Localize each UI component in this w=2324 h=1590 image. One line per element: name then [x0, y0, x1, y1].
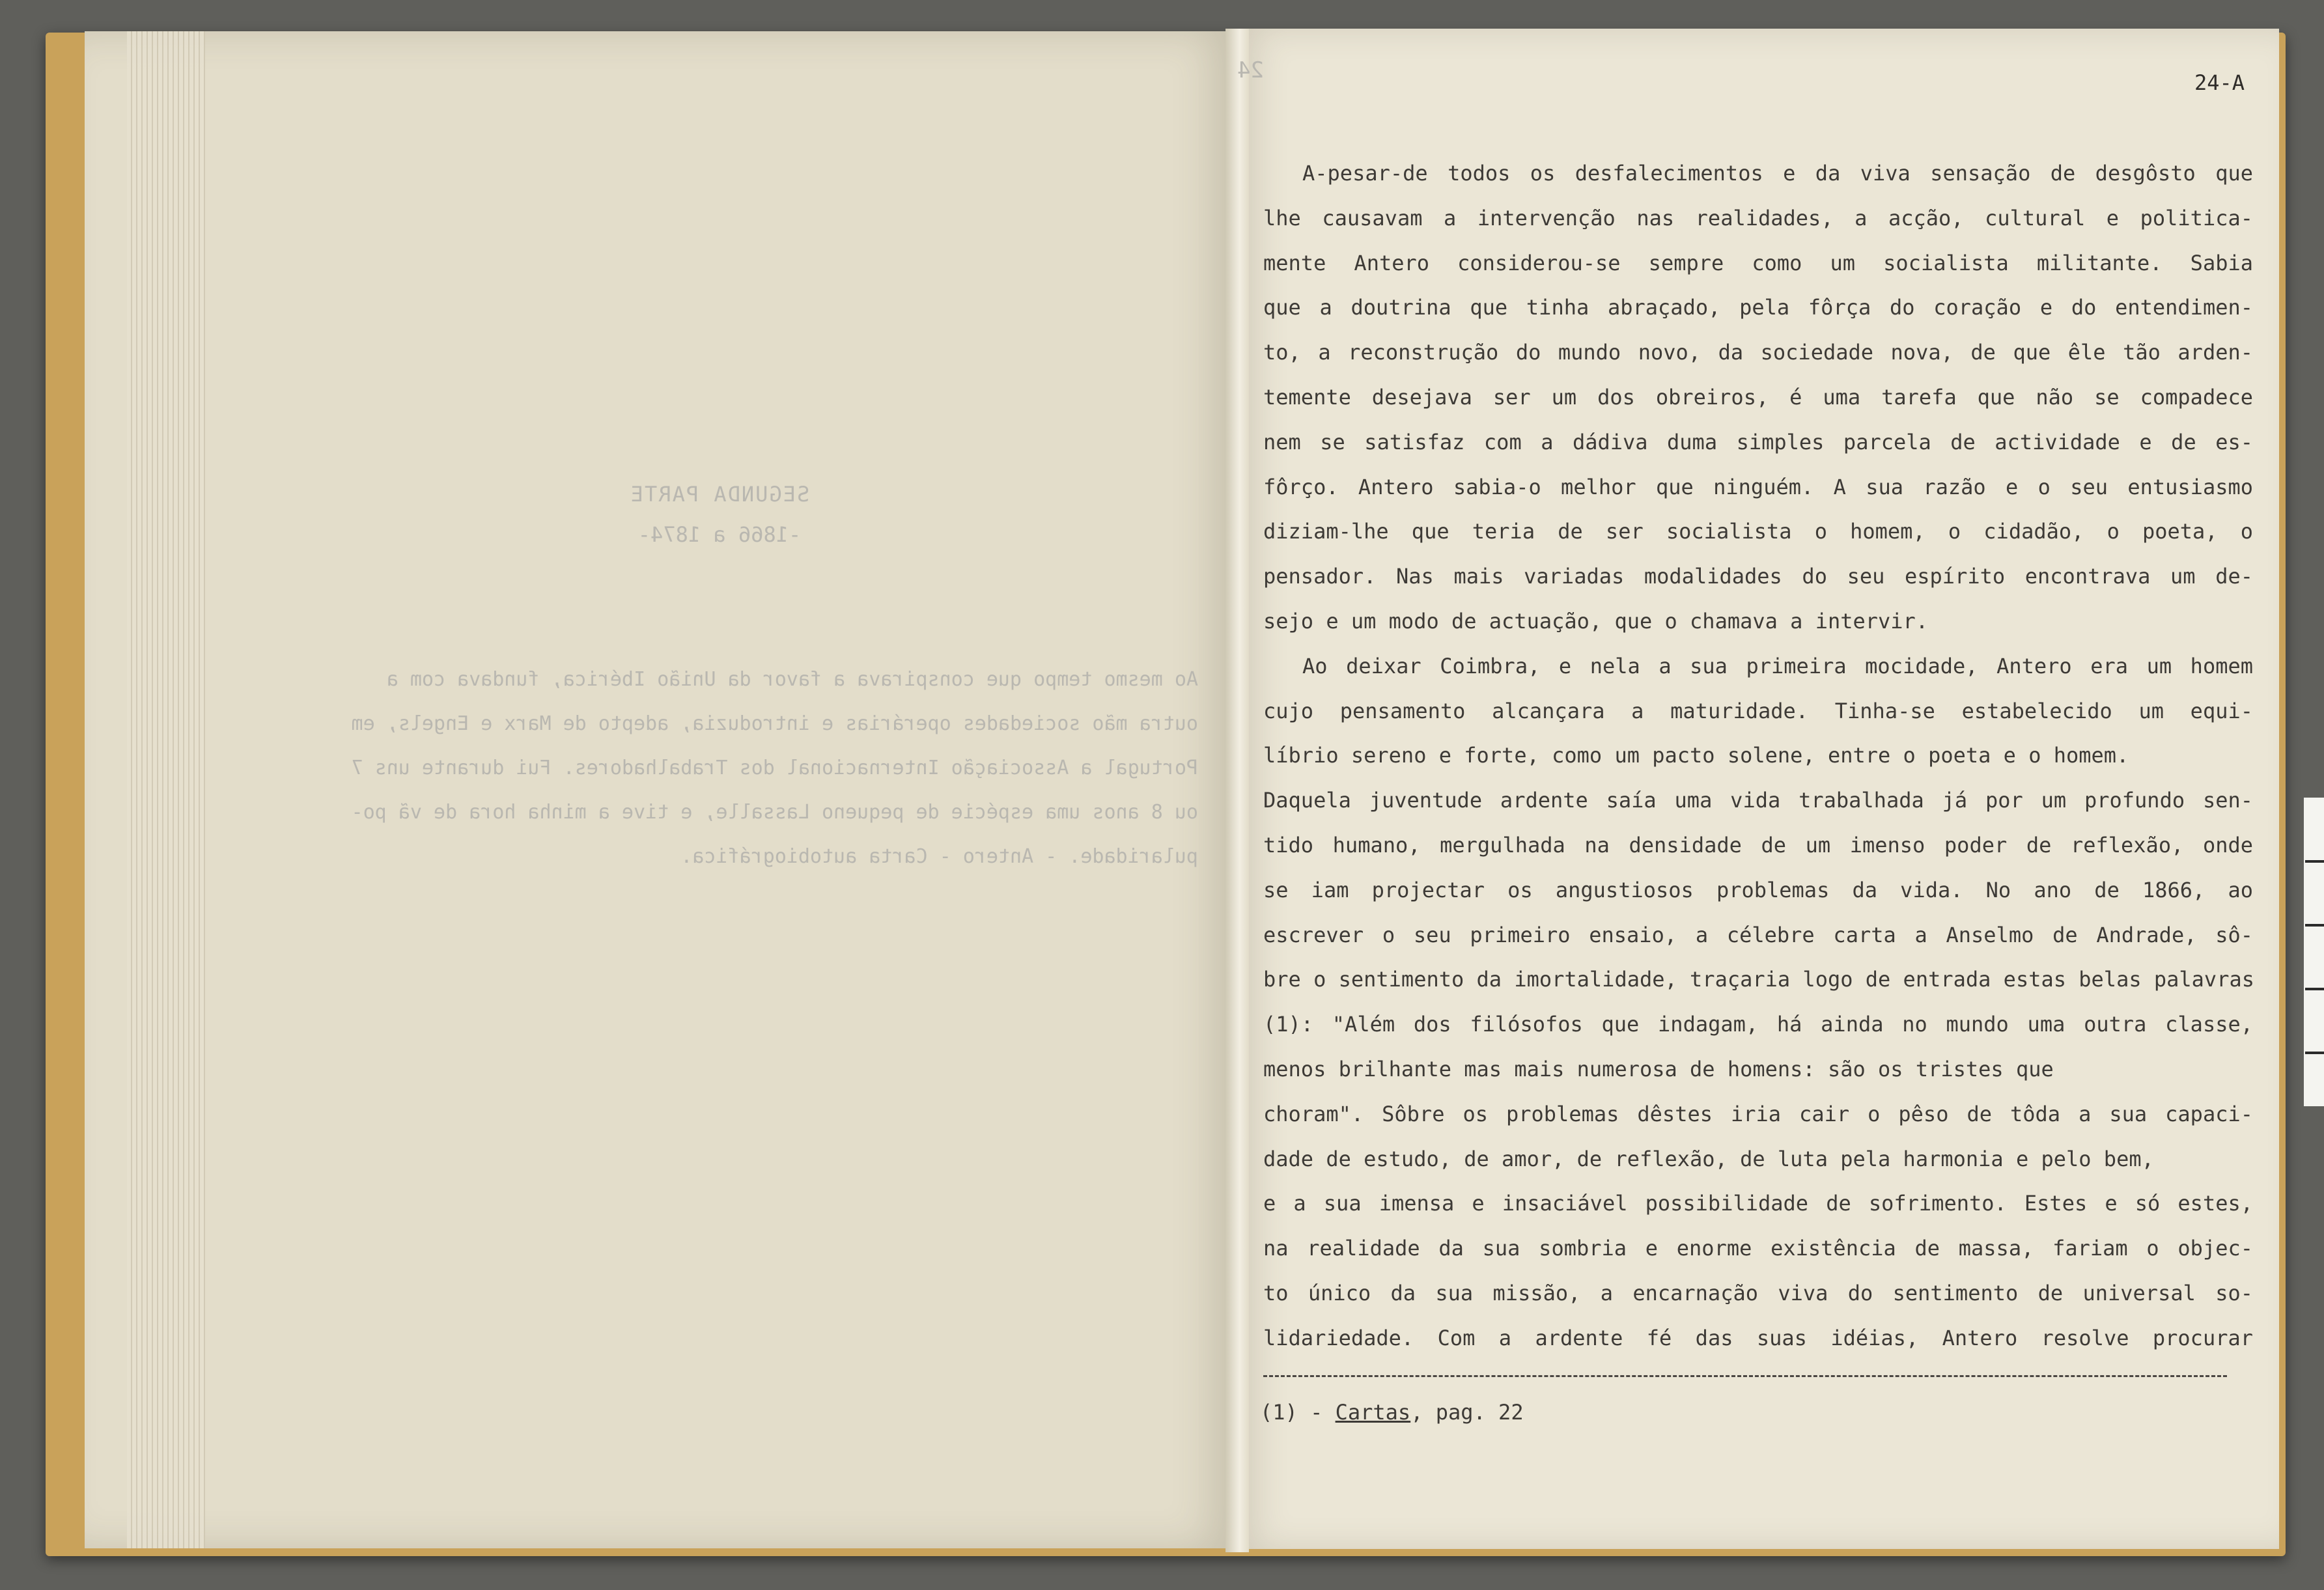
text-line: lidariedade. Com a ardente fé das suas idéias, Antero resolve procurar: [1263, 1325, 2253, 1350]
text-line: na realidade da sua sombria e enorme existência de massa, fariam o objec-: [1263, 1236, 2253, 1261]
bleed-line: ou 8 anos uma espécie de pequeno Lassalle, e tive a minha hora de vã po-: [351, 801, 1198, 824]
text-line: A-pesar-de todos os desfalecimentos e da viva sensação de desgôsto que: [1302, 161, 2253, 186]
page-edges: [127, 31, 205, 1548]
bleed-page-number: 24: [1237, 57, 1264, 83]
text-line: bre o sentimento da imortalidade, traçaria logo de entrada estas belas palavras: [1263, 967, 2254, 992]
text-line: fôrço. Antero sabia-o melhor que ninguém. A sua razão e o seu entusiasmo: [1263, 474, 2253, 499]
text-line: tido humano, mergulhada na densidade de um imenso poder de reflexão, onde: [1263, 832, 2253, 858]
text-line: se iam projectar os angustiosos problemas da vida. No ano de 1866, ao: [1263, 877, 2253, 902]
text-line: líbrio sereno e forte, como um pacto solene, entre o poeta e o homem.: [1263, 743, 2129, 768]
text-line: que a doutrina que tinha abraçado, pela fôrça do coração e do entendimen-: [1263, 295, 2253, 320]
text-line: Ao deixar Coimbra, e nela a sua primeira mocidade, Antero era um homem: [1302, 653, 2253, 678]
text-line: lhe causavam a intervenção nas realidades, a acção, cultural e politica-: [1263, 205, 2253, 230]
page-number: 24-A: [2194, 70, 2245, 95]
bleed-subtitle: -1866 a 1874-: [637, 522, 802, 547]
text-line: temente desejava ser um dos obreiros, é uma tarefa que não se compadece: [1263, 384, 2253, 410]
bleed-line: pularidade. - Antero - Carta autobiográfica.: [680, 845, 1198, 868]
text-line: to, a reconstrução do mundo novo, da sociedade nova, de que êle tão arden-: [1263, 340, 2253, 365]
bleed-line: Ao mesmo tempo que conspirava a favor da União Ibérica, fundava com a: [386, 668, 1198, 691]
text-line: sejo e um modo de actuação, que o chamava a intervir.: [1263, 608, 1929, 634]
text-line: cujo pensamento alcançara a maturidade. Tinha-se estabelecido um equi-: [1263, 698, 2253, 723]
footnote-title: Cartas: [1335, 1400, 1411, 1425]
bleed-through-text: [215, 52, 1264, 931]
text-line: mente Antero considerou-se sempre como um socialista militante. Sabia: [1263, 250, 2253, 275]
bleed-title: SEGUNDA PARTE: [629, 482, 810, 507]
typed-text-body: [1263, 151, 2253, 1361]
bleed-lines: [234, 658, 1198, 879]
text-line: diziam-lhe que teria de ser socialista o homem, o cidadão, o poeta, o: [1263, 519, 2253, 544]
footnote: [1260, 1400, 1524, 1425]
bleed-line: outra mão sociedades operárias e introduzia, adepto de Marx e Engels, em: [351, 712, 1198, 735]
color-scale-bar: [2304, 798, 2324, 1106]
text-line: Daquela juventude ardente saía uma vida trabalhada já por um profundo sen-: [1263, 788, 2253, 813]
text-line: choram". Sôbre os problemas dêstes iria cair o pêso de tôda a sua capaci-: [1263, 1101, 2253, 1126]
text-line: escrever o seu primeiro ensaio, a célebre carta a Anselmo de Andrade, sô-: [1263, 922, 2253, 947]
text-line: dade de estudo, de amor, de reflexão, de luta pela harmonia e pelo bem,: [1263, 1146, 2154, 1171]
text-line: e a sua imensa e insaciável possibilidade de sofrimento. Estes e só estes,: [1263, 1191, 2253, 1216]
text-line: nem se satisfaz com a dádiva duma simples parcela de actividade e de es-: [1263, 429, 2253, 454]
text-line: pensador. Nas mais variadas modalidades do seu espírito encontrava um de-: [1263, 564, 2253, 589]
footnote-prefix: (1) -: [1260, 1400, 1336, 1425]
text-line: to único da sua missão, a encarnação viva do sentimento de universal so-: [1263, 1280, 2253, 1305]
footnote-suffix: , pag. 22: [1410, 1400, 1524, 1425]
text-line: (1): "Além dos filósofos que indagam, há ainda no mundo uma outra classe,: [1263, 1012, 2253, 1037]
book-spine: [1225, 29, 1249, 1552]
footnote-separator: [1263, 1375, 2227, 1377]
bleed-line: Portugal a Associação Internacional dos Trabalhadores. Fui durante uns 7: [351, 757, 1198, 779]
text-line: menos brilhante mas mais numerosa de homens: são os tristes que: [1263, 1056, 2054, 1081]
